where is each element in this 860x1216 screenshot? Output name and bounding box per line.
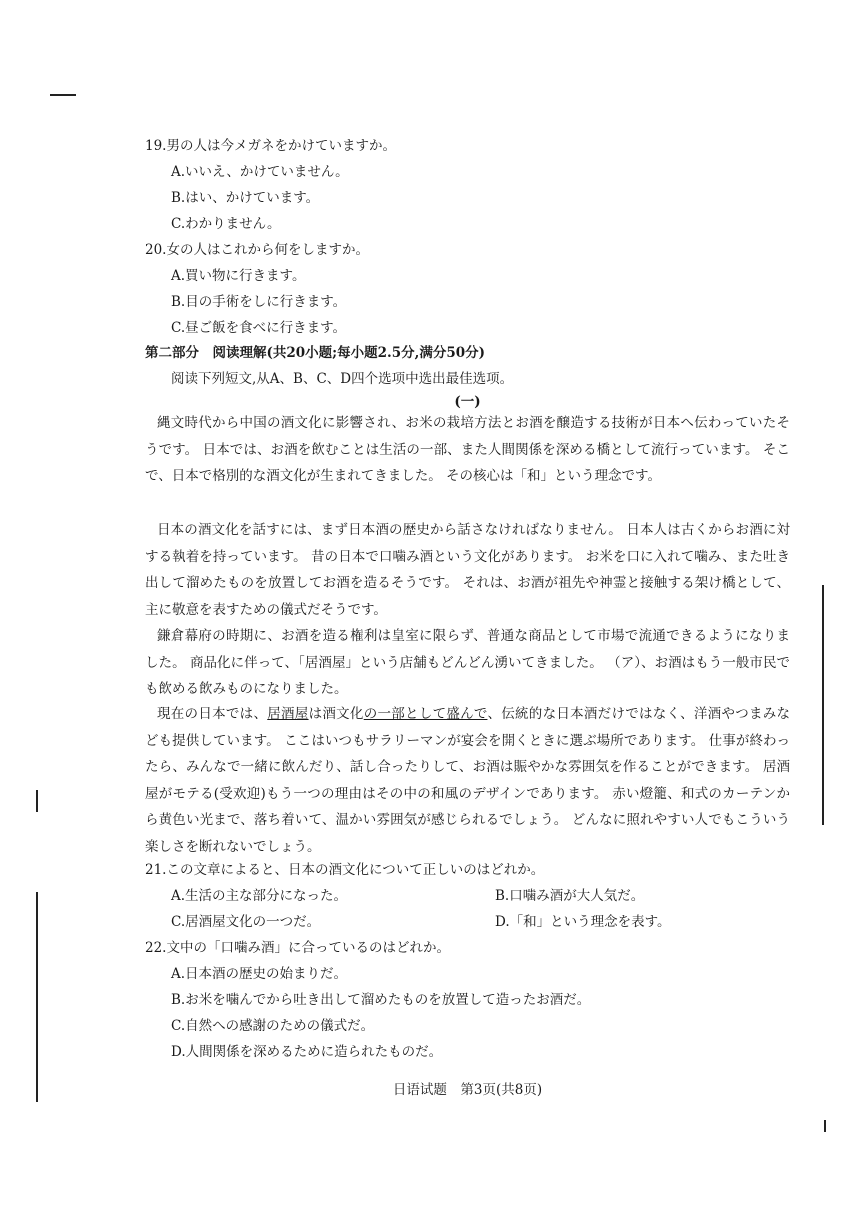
q20-stem: 20.女の人はこれから何をしますか。 <box>145 242 369 258</box>
q19-option-b: B.はい、かけています。 <box>171 190 320 206</box>
q20-option-b: B.目の手術をしに行きます。 <box>171 294 347 310</box>
q20-option-a: A.買い物に行きます。 <box>171 268 306 284</box>
q22-option-c: C.自然への感謝のための儀式だ。 <box>171 1018 375 1034</box>
q22-option-b: B.お米を噛んでから吐き出して溜めたものを放置して造ったお酒だ。 <box>171 992 591 1008</box>
q21-option-a: A.生活の主な部分になった。 <box>171 888 348 904</box>
q20-option-c: C.昼ご飯を食べに行きます。 <box>171 320 347 336</box>
section-title: 第二部分 阅读理解(共20小题;每小题2.5分,满分50分) <box>145 345 486 361</box>
q21-option-c: C.居酒屋文化の一つだ。 <box>171 914 321 930</box>
scan-mark-right-bottom <box>824 1120 826 1132</box>
p4-text-pre: 現在の日本では、 <box>157 706 268 722</box>
section-instruction: 阅读下列短文,从A、B、C、D四个选项中选出最佳选项。 <box>171 371 514 387</box>
scan-mark-top-left <box>50 94 76 96</box>
q22-option-d: D.人間関係を深めるために造られたものだ。 <box>171 1044 443 1060</box>
p4-underlined-izakaya: 居酒屋 <box>267 706 309 722</box>
passage-paragraph-4 <box>145 701 790 861</box>
q21-stem: 21.この文章によると、日本の酒文化について正しいのはどれか。 <box>145 862 545 878</box>
q19-option-c: C.わかりません。 <box>171 216 281 232</box>
passage-paragraph-2: 日本の酒文化を話すには、まず日本酒の歴史から話さなければなりません。 日本人は古くからお酒に対する執着を持っています。 昔の日本で口噛み酒という文化があります。 お米を口に入れて噛み、また吐き出して溜めたものを放置してお酒を造るそうです。 それは、お酒が祖先や神霊と接触する架け橋として、主に敬意を表すための儀式だそうです。 <box>145 522 790 618</box>
q21-option-d: D.「和」という理念を表す。 <box>495 914 671 930</box>
q19-option-a: A.いいえ、かけていません。 <box>171 164 349 180</box>
p4-text-post: 、伝統的な日本酒だけではなく、洋酒やつまみなども提供しています。 ここはいつもサラリーマンが宴会を開くときに選ぶ場所であります。 仕事が終わったら、みんなで一緒に飲んだり、話し合ったりして、お酒は賑やかな雰囲気を作ることができます。 居酒屋がモテる(受欢迎)もう一つの理由はその中の和風のデザインであります。 赤い燈籠、和式のカーテンから黄色い光まで、落ち着いて、温かい雰囲気が感じられるでしょう。 どんなに照れやすい人でもこういう楽しさを断れないでしょう。 <box>145 706 791 855</box>
q21-option-b: B.口噛み酒が大人気だ。 <box>495 888 645 904</box>
q19-stem: 19.男の人は今メガネをかけていますか。 <box>145 138 396 154</box>
q22-stem: 22.文中の「口噛み酒」に合っているのはどれか。 <box>145 940 450 956</box>
p4-underlined-phrase: の一部として盛んで <box>363 706 488 722</box>
page-footer: 日语试题 第3页(共8页) <box>392 1082 543 1098</box>
p4-text-mid: は酒文化 <box>308 706 364 722</box>
scan-mark-right <box>822 585 824 825</box>
q22-option-a: A.日本酒の歴史の始まりだ。 <box>171 966 348 982</box>
passage-paragraph-3: 鎌倉幕府の時期に、お酒を造る権利は皇室に限らず、普通な商品として市場で流通できるようになりました。 商品化に伴って、「居酒屋」という店舗もどんどん湧いてきました。 （ア）、お酒はもう一般市民でも飲める飲みものになりました。 <box>145 628 790 698</box>
scan-mark-left-2 <box>36 892 38 1102</box>
scan-mark-left-1 <box>36 790 38 812</box>
passage-number: (一) <box>454 394 481 410</box>
passage-paragraph-1: 縄文時代から中国の酒文化に影響され、お米の栽培方法とお酒を醸造する技術が日本へ伝わっていたそうです。 日本では、お酒を飲むことは生活の一部、また人間関係を深める橋として流行っています。 そこで、日本で格別的な酒文化が生まれてきました。 その核心は「和」という理念です。 <box>145 415 790 485</box>
